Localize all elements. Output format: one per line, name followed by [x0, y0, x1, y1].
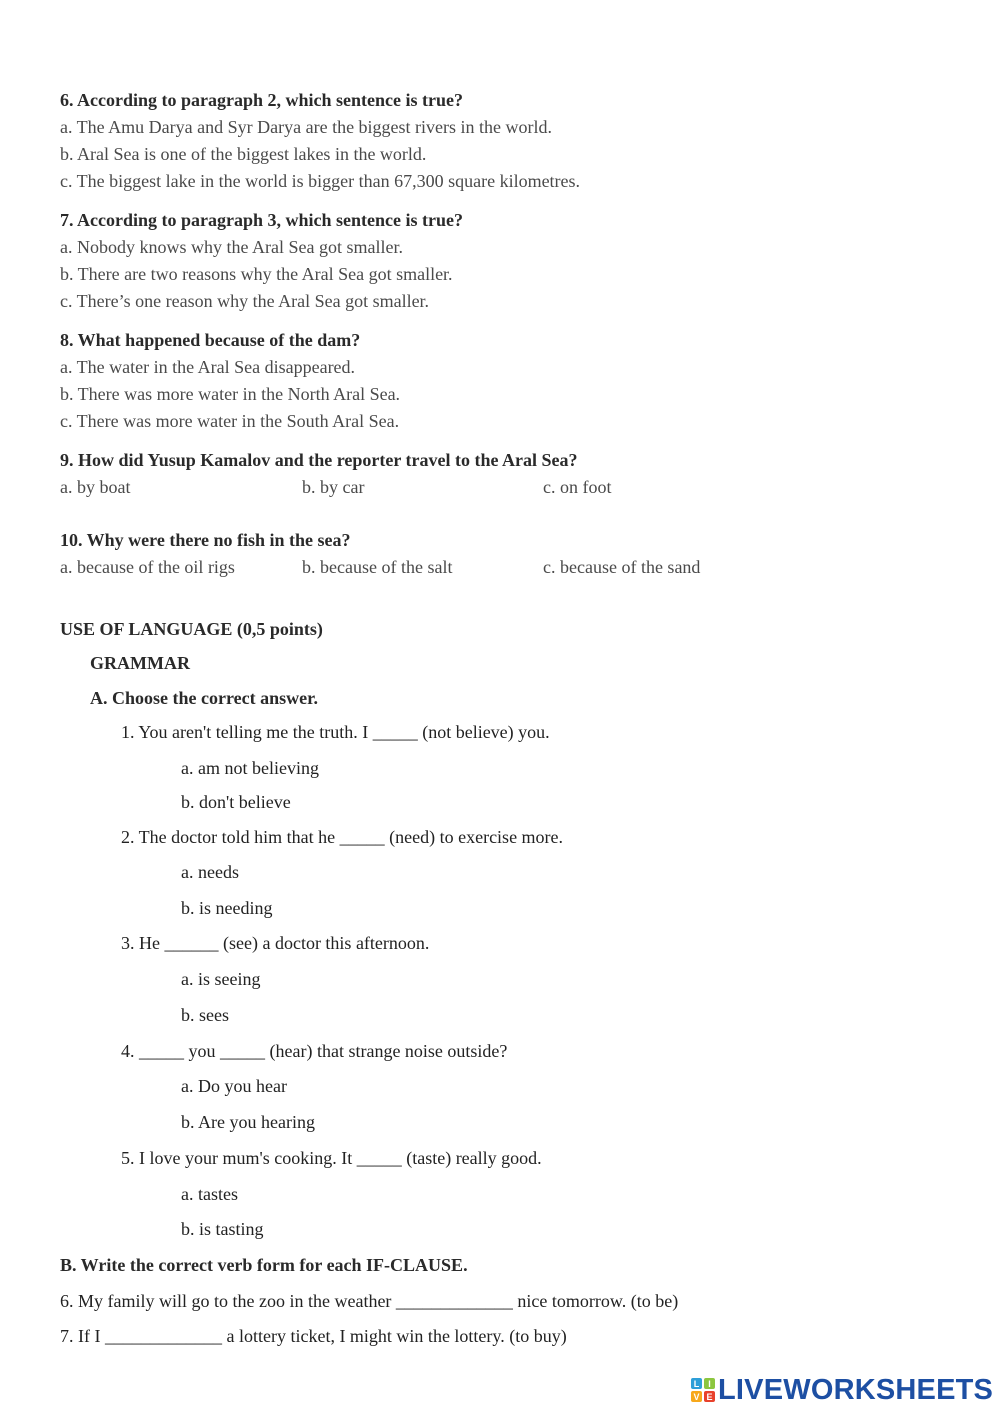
- grammar-q1-option-b: b. don't believe: [181, 792, 291, 812]
- grammar-q1-option-a: a. am not believing: [181, 758, 319, 778]
- q6-option-a: a. The Amu Darya and Syr Darya are the biggest rivers in the world.: [60, 117, 553, 137]
- q8-option-c: c. There was more water in the South Aral Sea.: [60, 411, 400, 431]
- question-9: 9. How did Yusup Kamalov and the reporter travel to the Aral Sea?: [60, 450, 578, 470]
- grammar-question-2: 2. The doctor told him that he _____ (need) to exercise more.: [121, 827, 564, 847]
- liveworksheets-logo-icon: [690, 1377, 716, 1403]
- grammar-q4-option-a: a. Do you hear: [181, 1076, 287, 1096]
- svg-text:L: L: [693, 1379, 700, 1389]
- grammar-question-3: 3. He ______ (see) a doctor this afternoon.: [121, 933, 430, 953]
- grammar-q3-option-b: b. sees: [181, 1005, 229, 1025]
- q9-option-b: b. by car: [302, 477, 365, 497]
- q6-option-b: b. Aral Sea is one of the biggest lakes in the world.: [60, 144, 427, 164]
- q7-option-c: c. There’s one reason why the Aral Sea got smaller.: [60, 291, 430, 311]
- grammar-q2-option-a: a. needs: [181, 862, 239, 882]
- liveworksheets-logo[interactable]: [690, 1374, 993, 1406]
- grammar-question-5: 5. I love your mum's cooking. It _____ (taste) really good.: [121, 1148, 542, 1168]
- question-7: 7. According to paragraph 3, which sentence is true?: [60, 210, 463, 230]
- question-8: 8. What happened because of the dam?: [60, 330, 361, 350]
- use-of-language-heading: USE OF LANGUAGE (0,5 points): [60, 619, 323, 639]
- grammar-question-4: 4. _____ you _____ (hear) that strange noise outside?: [121, 1041, 508, 1061]
- grammar-q5-option-a: a. tastes: [181, 1184, 238, 1204]
- section-b-heading: B. Write the correct verb form for each IF-CLAUSE.: [60, 1255, 468, 1275]
- grammar-question-1: 1. You aren't telling me the truth. I _____ (not believe) you.: [121, 722, 550, 742]
- q6-option-c: c. The biggest lake in the world is bigger than 67,300 square kilometres.: [60, 171, 581, 191]
- q9-option-c: c. on foot: [543, 477, 612, 497]
- q8-option-b: b. There was more water in the North Aral Sea.: [60, 384, 401, 404]
- liveworksheets-logo-text: LIVEWORKSHEETS: [718, 1373, 994, 1406]
- grammar-q4-option-b: b. Are you hearing: [181, 1112, 315, 1132]
- grammar-q3-option-a: a. is seeing: [181, 969, 261, 989]
- q10-option-b: b. because of the salt: [302, 557, 453, 577]
- svg-text:I: I: [708, 1379, 711, 1389]
- question-10: 10. Why were there no fish in the sea?: [60, 530, 351, 550]
- if-clause-question-7: 7. If I _____________ a lottery ticket, I might win the lottery. (to buy): [60, 1326, 567, 1346]
- section-a-heading: A. Choose the correct answer.: [90, 688, 318, 708]
- q10-option-c: c. because of the sand: [543, 557, 701, 577]
- q10-option-a: a. because of the oil rigs: [60, 557, 235, 577]
- q7-option-a: a. Nobody knows why the Aral Sea got smaller.: [60, 237, 403, 257]
- q7-option-b: b. There are two reasons why the Aral Sea got smaller.: [60, 264, 453, 284]
- q8-option-a: a. The water in the Aral Sea disappeared.: [60, 357, 356, 377]
- grammar-heading: GRAMMAR: [90, 653, 190, 673]
- q9-option-a: a. by boat: [60, 477, 131, 497]
- svg-text:V: V: [693, 1392, 700, 1402]
- if-clause-question-6: 6. My family will go to the zoo in the weather _____________ nice tomorrow. (to be): [60, 1291, 679, 1311]
- grammar-q2-option-b: b. is needing: [181, 898, 273, 918]
- svg-text:E: E: [706, 1392, 713, 1402]
- grammar-q5-option-b: b. is tasting: [181, 1219, 264, 1239]
- question-6: 6. According to paragraph 2, which sentence is true?: [60, 90, 463, 110]
